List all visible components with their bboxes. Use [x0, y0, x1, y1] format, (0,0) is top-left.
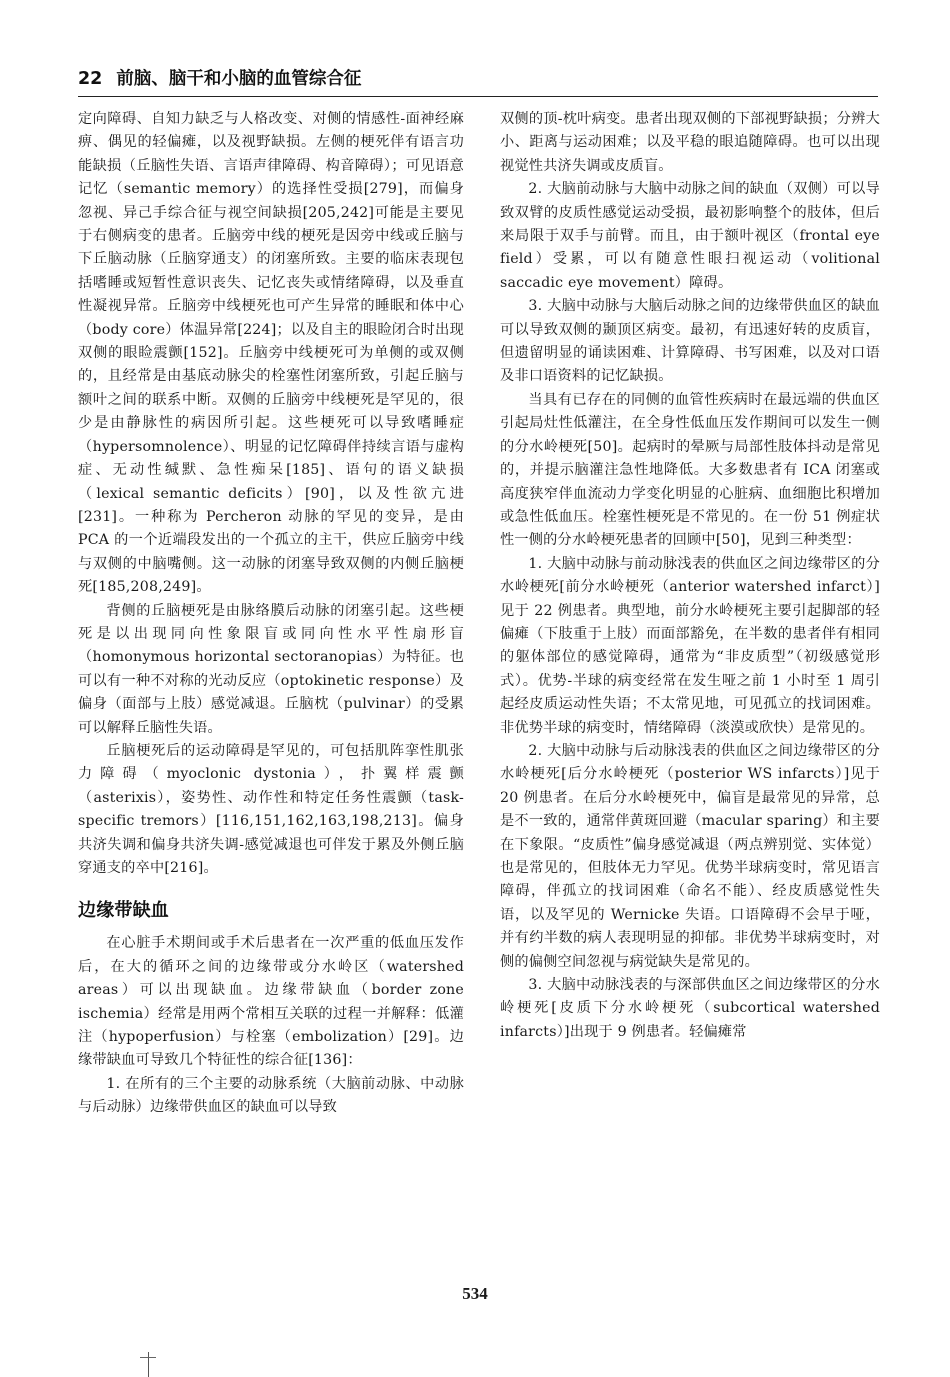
scan-mark	[148, 1352, 149, 1377]
paragraph: 在心脏手术期间或手术后患者在一次严重的低血压发作后，在大的循环之间的边缘带或分水岭区（watershed areas）可以出现缺血。边缘带缺血（border zone ischemia）经常是用两个常相互关联的过程一并解释：低灌注（hypoperfusion）与栓塞（embolization）[29]。边缘带缺血可导致几个特征性的综合征[136]：	[78, 935, 464, 1069]
chapter-title: 前脑、脑干和小脑的血管综合征	[116, 69, 362, 89]
paragraph: 背侧的丘脑梗死是由脉络膜后动脉的闭塞引起。这些梗死是以出现同向性象限盲或同向性水平性扇形盲（homonymous horizontal sectoranopias）为特征。也可以有一种不对称的光动反应（optokinetic response）及偏身（面部与上肢）感觉减退。丘脑枕（pulvinar）的受累可以解释丘脑性失语。	[78, 602, 464, 736]
paragraph: 1. 在所有的三个主要的动脉系统（大脑前动脉、中动脉与后动脉）边缘带供血区的缺血可以导致	[78, 1075, 464, 1116]
header-rule	[78, 96, 878, 97]
chapter-number: 22	[78, 69, 103, 89]
paragraph: 双侧的顶-枕叶病变。患者出现双侧的下部视野缺损；分辨大小、距离与运动困难；以及平稳的眼追随障碍。也可以出现视觉性共济失调或皮质盲。	[500, 111, 880, 174]
paragraph: 2. 大脑中动脉与后动脉浅表的供血区之间边缘带区的分水岭梗死[后分水岭梗死（posterior WS infarcts）]见于 20 例患者。在后分水岭梗死中，偏盲是最常见的异常，总是不一致的，通常伴黄斑回避（macular sparing）和主要在下象限。“皮质性”偏身感觉减退（两点辨别觉、实体觉）也是常见的，但肢体无力罕见。优势半球病变时，常见语言障碍，伴孤立的找词困难（命名不能）、经皮质感觉性失语，以及罕见的 Wernicke 失语。口语障碍不会早于哑，并有约半数的病人表现明显的抑郁。非优势半球病变时，对侧的偏侧空间忽视与病觉缺失是常见的。	[500, 742, 880, 970]
paragraph: 丘脑梗死后的运动障碍是罕见的，可包括肌阵挛性肌张力障碍（myoclonic dystonia），扑翼样震颤（asterixis），姿势性、动作性和特定任务性震颤（task-specific tremors）[116,151,162,163,198,213]。偏身共济失调和偏身共济失调-感觉减退也可伴发于累及外侧丘脑穿通支的卒中[216]。	[78, 742, 464, 876]
paragraph: 3. 大脑中动脉浅表的与深部供血区之间边缘带区的分水岭梗死[皮质下分水岭梗死（subcortical watershed infarcts）]出现于 9 例患者。轻偏瘫常	[500, 977, 880, 1040]
page-number: 534	[462, 1284, 488, 1303]
left-column	[78, 108, 464, 1120]
section-heading: 边缘带缺血	[78, 900, 169, 922]
paragraph: 1. 大脑中动脉与前动脉浅表的供血区之间边缘带区的分水岭梗死[前分水岭梗死（anterior watershed infarct）]见于 22 例患者。典型地，前分水岭梗死主要引起脚部的轻偏瘫（下肢重于上肢）而面部豁免，在半数的患者伴有相同的躯体部位的感觉障碍，通常为“非皮质型”（初级感觉形式）。优势-半球的病变经常在发生哑之前 1 小时至 1 周引起经皮质运动性失语；不太常见地，可见孤立的找词困难。非优势半球的病变时，情绪障碍（淡漠或欣快）是常见的。	[500, 555, 880, 736]
running-head	[78, 62, 878, 96]
paragraph: 定向障碍、自知力缺乏与人格改变、对侧的情感性-面神经麻痹、偶见的轻偏瘫，以及视野缺损。左侧的梗死伴有语言功能缺损（丘脑性失语、言语声律障碍、构音障碍）；可见语意记忆（semantic memory）的选择性受损[279]，而偏身忽视、异己手综合征与视空间缺损[205,242]可能是主要见于右侧病变的患者。丘脑旁中线的梗死是因旁中线或丘脑与下丘脑动脉（丘脑穿通支）的闭塞所致。主要的临床表现包括嗜睡或短暂性意识丧失、记忆丧失或情绪障碍，以及垂直性凝视异常。丘脑旁中线梗死也可产生异常的睡眠和体中心（body core）体温异常[224]；以及自主的眼睑闭合时出现双侧的眼睑震颤[152]。丘脑旁中线梗死可为单侧的或双侧的，且经常是由基底动脉尖的栓塞性闭塞所致，引起丘脑与额叶之间的联系中断。双侧的丘脑旁中线梗死是罕见的，很少是由静脉性的病因所引起。这些梗死可以导致嗜睡症（hypersomnolence）、明显的记忆障碍伴持续言语与虚构症、无动性缄默、急性痴呆[185]、语句的语义缺损（lexical semantic deficits）[90]，以及性欲亢进[231]。一种称为 Percheron 动脉的罕见的变异，是由 PCA 的一个近端段发出的一个孤立的主干，供应丘脑旁中线与双侧的中脑嘴侧。这一动脉的闭塞导致双侧的内侧丘脑梗死[185,208,249]。	[78, 111, 464, 596]
right-column	[500, 108, 880, 1044]
scan-mark	[140, 1357, 156, 1358]
paragraph: 3. 大脑中动脉与大脑后动脉之间的边缘带供血区的缺血可以导致双侧的颞顶区病变。最初，有迅速好转的皮质盲，但遗留明显的诵读困难、计算障碍、书写困难，以及对口语及非口语资料的记忆缺损。	[500, 298, 880, 385]
paragraph: 2. 大脑前动脉与大脑中动脉之间的缺血（双侧）可以导致双臂的皮质性感觉运动受损，最初影响整个的肢体，但后来局限于双手与前臂。而且，由于额叶视区（frontal eye field）受累，可以有随意性眼扫视运动（volitional saccadic eye movement）障碍。	[500, 181, 880, 291]
paragraph: 当具有已存在的同侧的血管性疾病时在最远端的供血区引起局灶性低灌注，在全身性低血压发作期间可以发生一侧的分水岭梗死[50]。起病时的晕厥与局部性肢体抖动是常见的，并提示脑灌注急性地降低。大多数患者有 ICA 闭塞或高度狭窄伴血流动力学变化明显的心脏病、血细胞比积增加或急性低血压。栓塞性梗死是不常见的。在一份 51 例症状性一侧的分水岭梗死患者的回顾中[50]，见到三种类型：	[500, 391, 880, 549]
